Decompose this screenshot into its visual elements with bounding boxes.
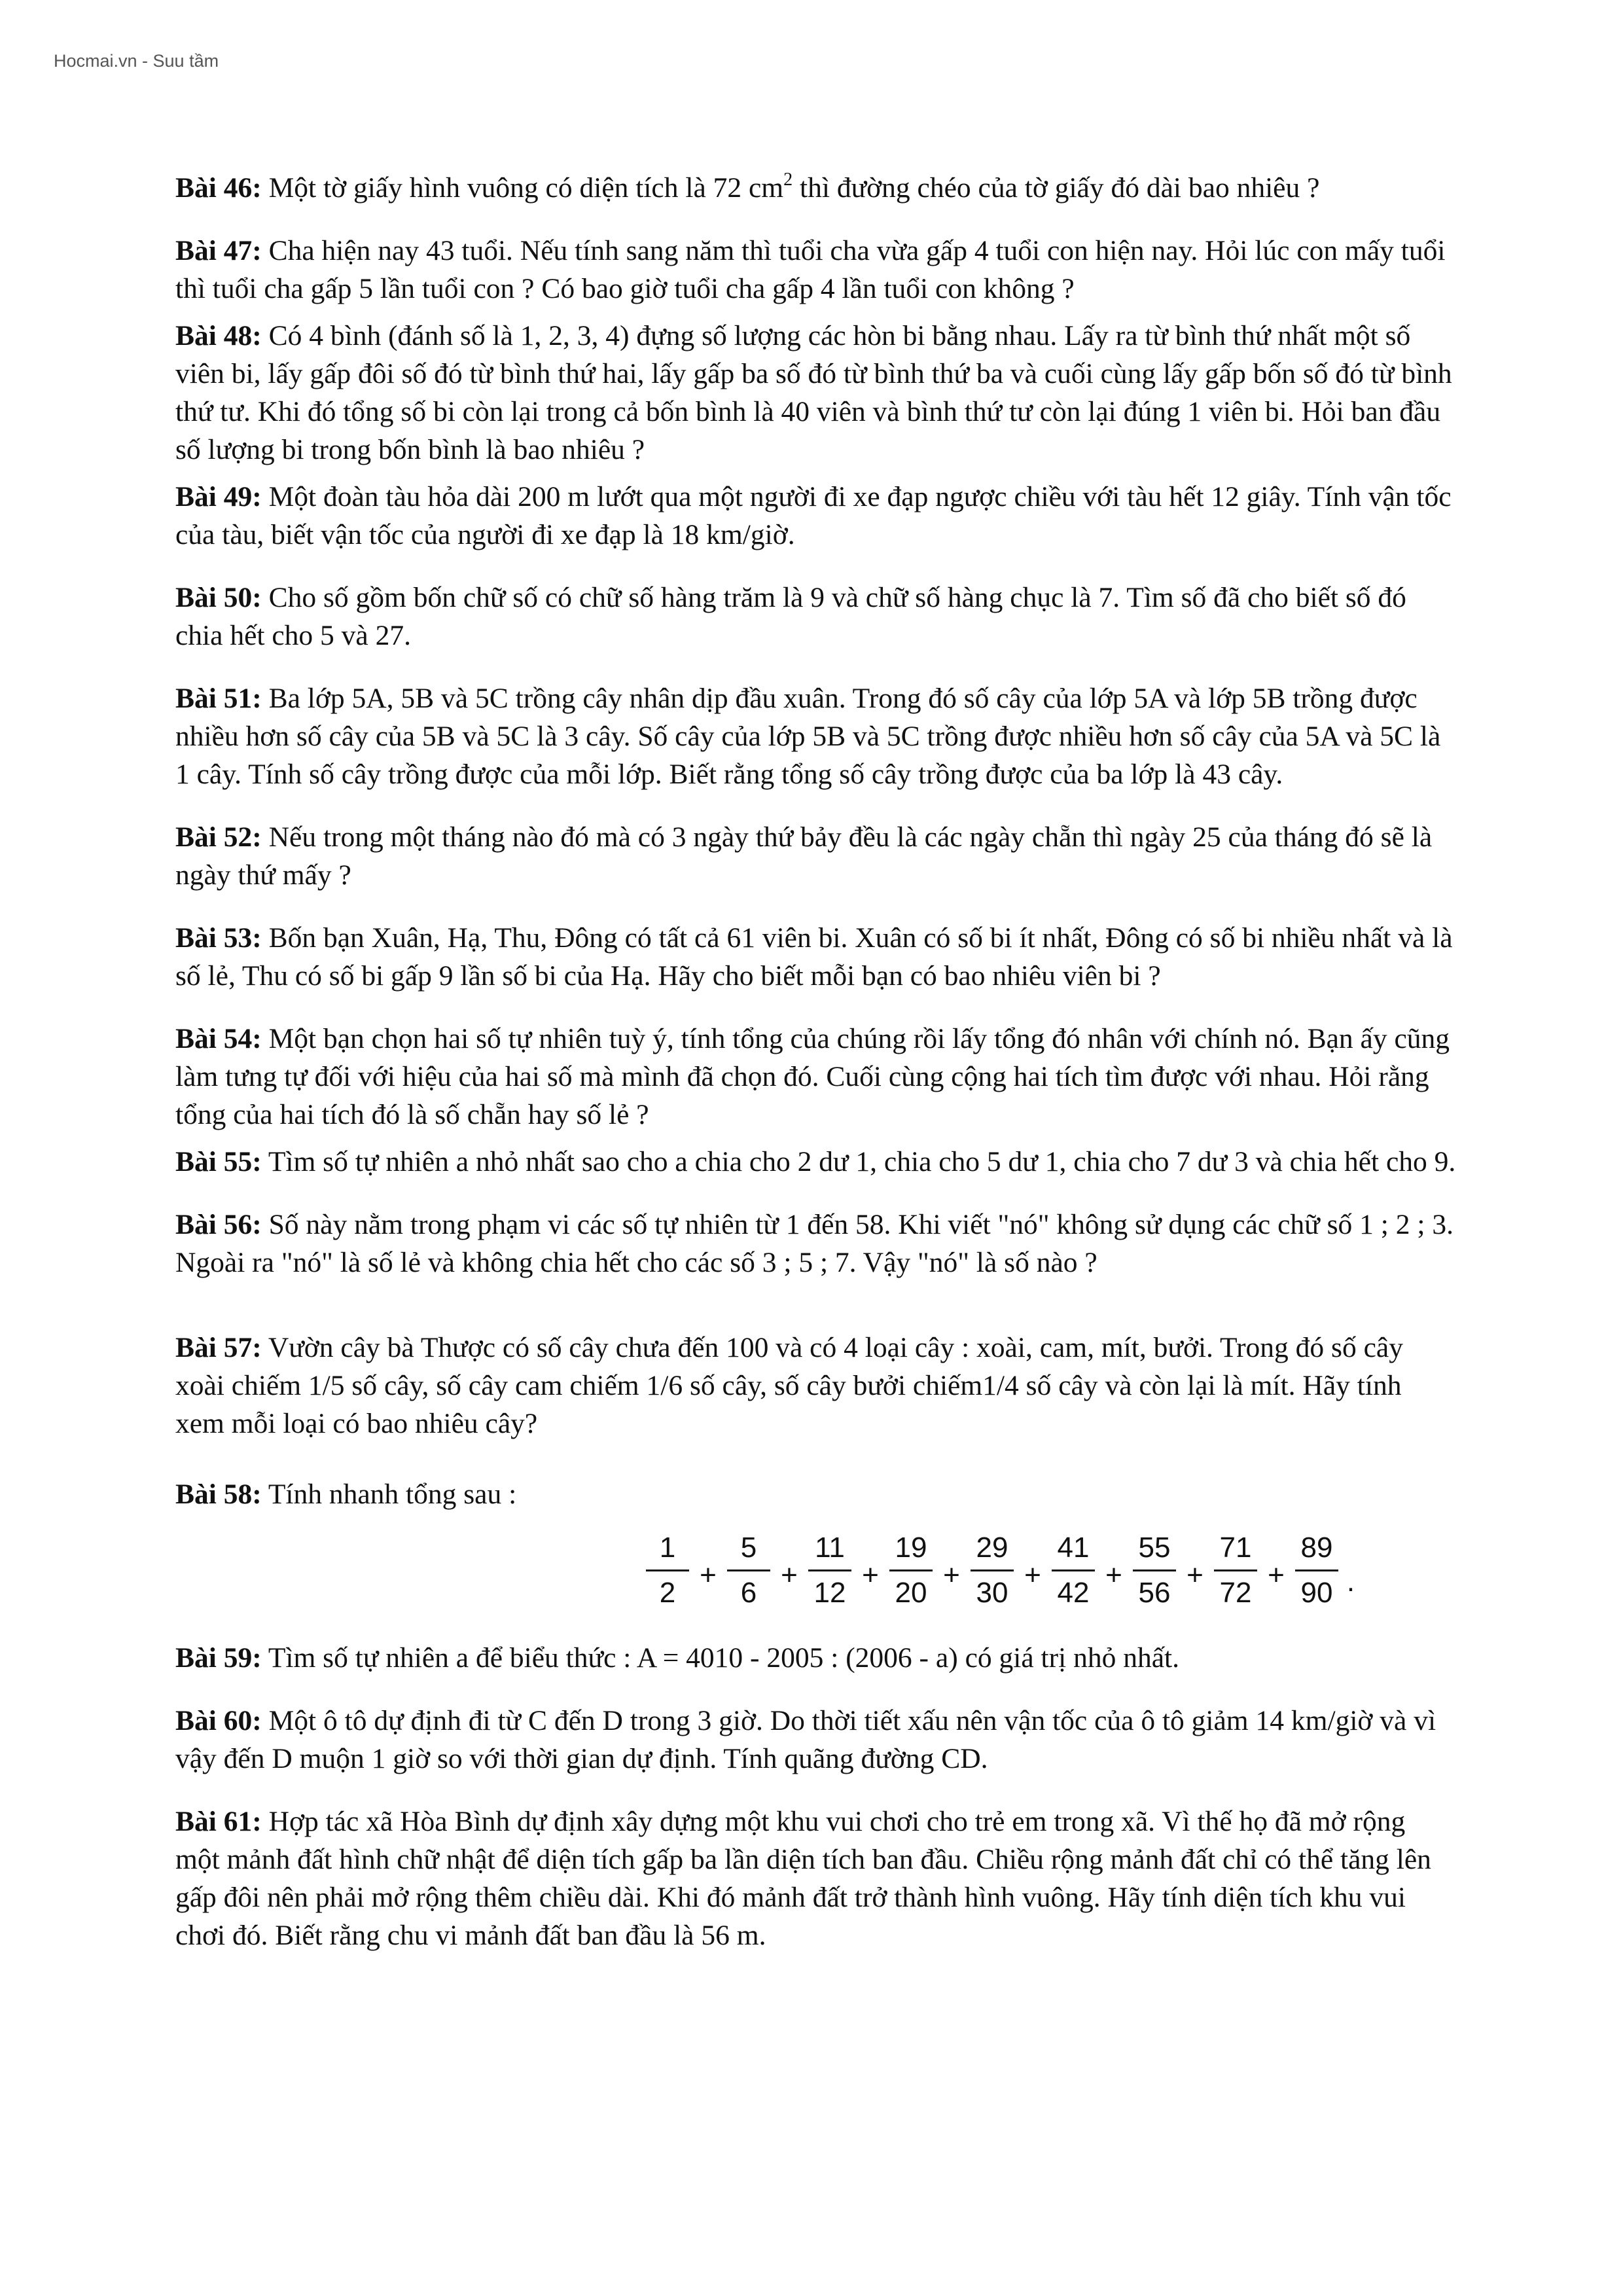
problem-50 <box>175 579 1623 655</box>
problem-line <box>175 818 1623 856</box>
fraction <box>1050 1529 1096 1612</box>
problem-line <box>175 1206 1623 1244</box>
problem-text: Có 4 bình (đánh số là 1, 2, 3, 4) đựng số lượng các hòn bi bằng nhau. Lấy ra từ bình thứ nhất một số <box>268 320 1411 351</box>
problem-label: Bài 59: <box>175 1642 262 1674</box>
problem-line <box>175 1475 1623 1513</box>
fraction-bar <box>1295 1570 1338 1571</box>
problem-line: số lượng bi trong bốn bình là bao nhiêu ? <box>175 434 645 465</box>
problem-label: Bài 52: <box>175 821 262 853</box>
problem-text: Ba lớp 5A, 5B và 5C trồng cây nhân dịp đầu xuân. Trong đó số cây của lớp 5A và lớp 5B trồng được <box>268 683 1418 714</box>
fraction-bar <box>808 1570 851 1571</box>
problem-text: Tính nhanh tổng sau : <box>268 1479 517 1510</box>
problem-line <box>175 1803 1623 1840</box>
problem-text: Một bạn chọn hai số tự nhiên tuỳ ý, tính tổng của chúng rồi lấy tổng đó nhân với chính nó. Bạn ấy cũng <box>268 1023 1450 1054</box>
problem-46 <box>175 169 1623 207</box>
plus-operator: + <box>1105 1559 1122 1591</box>
problem-51 <box>175 679 1623 793</box>
problem-59 <box>175 1639 1623 1677</box>
problem-49 <box>175 478 1623 554</box>
plus-operator: + <box>943 1559 960 1591</box>
problem-48 <box>175 317 1623 469</box>
fraction <box>807 1529 853 1612</box>
problem-line <box>175 1143 1623 1181</box>
fraction-denominator: 2 <box>659 1577 676 1609</box>
fraction-bar <box>1214 1570 1257 1571</box>
problem-list <box>175 169 1623 1954</box>
fraction <box>1213 1529 1258 1612</box>
problem-line: tổng của hai tích đó là số chẵn hay số lẻ ? <box>175 1099 649 1130</box>
fraction-sum-formula <box>645 1529 1623 1627</box>
problem-text: Hợp tác xã Hòa Bình dự định xây dựng một khu vui chơi cho trẻ em trong xã. Vì thế họ đã mở rộng <box>268 1806 1406 1837</box>
problem-label: Bài 48: <box>175 320 262 351</box>
problem-text: Cha hiện nay 43 tuổi. Nếu tính sang năm thì tuổi cha vừa gấp 4 tuổi con hiện nay. Hỏi lúc con mấy tuổi <box>268 235 1446 266</box>
problem-line: viên bi, lấy gấp đôi số đó từ bình thứ hai, lấy gấp ba số đó từ bình thứ ba và cuối cùng lấy gấp bốn số đó từ bình <box>175 358 1452 389</box>
problem-label: Bài 50: <box>175 582 262 613</box>
problem-text: thì đường chéo của tờ giấy đó dài bao nhiêu ? <box>800 172 1320 204</box>
plus-operator: + <box>1024 1559 1041 1591</box>
problem-line: chơi đó. Biết rằng chu vi mảnh đất ban đầu là 56 m. <box>175 1920 766 1951</box>
fraction <box>1132 1529 1177 1612</box>
problem-line: thì tuổi cha gấp 5 lần tuổi con ? Có bao giờ tuổi cha gấp 4 lần tuổi con không ? <box>175 273 1075 304</box>
fraction-bar <box>727 1570 770 1571</box>
problem-text: Nếu trong một tháng nào đó mà có 3 ngày thứ bảy đều là các ngày chẵn thì ngày 25 của tháng đó sẽ là <box>268 821 1433 853</box>
problem-text: Số này nằm trong phạm vi các số tự nhiên từ 1 đến 58. Khi viết "nó" không sử dụng các chữ số 1 ; 2 ; 3. <box>268 1209 1454 1240</box>
fraction <box>645 1529 690 1612</box>
problem-line: gấp đôi nên phải mở rộng thêm chiều dài. Khi đó mảnh đất trở thành hình vuông. Hãy tính diện tích khu vui <box>175 1882 1406 1913</box>
plus-operator: + <box>862 1559 879 1591</box>
plus-operator: + <box>781 1559 798 1591</box>
problem-line <box>175 1639 1623 1677</box>
fraction-bar <box>1133 1570 1176 1571</box>
problem-line: Ngoài ra "nó" là số lẻ và không chia hết cho các số 3 ; 5 ; 7. Vậy "nó" là số nào ? <box>175 1247 1097 1278</box>
fraction-numerator: 5 <box>740 1532 757 1564</box>
fraction-denominator: 42 <box>1057 1577 1090 1609</box>
fraction <box>1294 1529 1340 1612</box>
fraction <box>969 1529 1015 1612</box>
fraction <box>726 1529 772 1612</box>
problem-line: xem mỗi loại có bao nhiêu cây? <box>175 1408 538 1439</box>
problem-label: Bài 55: <box>175 1146 262 1177</box>
problem-line: của tàu, biết vận tốc của người đi xe đạp là 18 km/giờ. <box>175 519 795 550</box>
fraction-denominator: 12 <box>813 1577 846 1609</box>
problem-text: Một tờ giấy hình vuông có diện tích là 72 cm <box>268 172 784 204</box>
problem-line <box>175 478 1623 516</box>
problem-line: xoài chiếm 1/5 số cây, số cây cam chiếm 1/6 số cây, số cây bưởi chiếm1/4 số cây và còn lại là mít. Hãy tính <box>175 1370 1402 1401</box>
fraction-denominator: 90 <box>1300 1577 1333 1609</box>
superscript: 2 <box>783 170 793 190</box>
page-header-source: Hocmai.vn - Suu tầm <box>54 51 219 71</box>
problem-61 <box>175 1803 1623 1954</box>
plus-operator: + <box>700 1559 717 1591</box>
plus-operator: + <box>1186 1559 1204 1591</box>
problem-line <box>175 679 1623 717</box>
fraction-denominator: 72 <box>1219 1577 1252 1609</box>
problem-57 <box>175 1329 1623 1443</box>
formula-end-period: . <box>1346 1566 1355 1598</box>
problem-56 <box>175 1206 1623 1282</box>
problem-60 <box>175 1702 1623 1778</box>
problem-label: Bài 47: <box>175 235 262 266</box>
fraction-numerator: 41 <box>1057 1532 1090 1564</box>
problem-label: Bài 56: <box>175 1209 262 1240</box>
fraction-bar <box>646 1570 689 1571</box>
fraction-bar <box>889 1570 933 1571</box>
fraction-numerator: 29 <box>976 1532 1008 1564</box>
problem-text: Tìm số tự nhiên a nhỏ nhất sao cho a chia cho 2 dư 1, chia cho 5 dư 1, chia cho 7 dư 3 và chia hết cho 9. <box>268 1146 1456 1177</box>
problem-line <box>175 317 1623 355</box>
problem-line: số lẻ, Thu có số bi gấp 9 lần số bi của Hạ. Hãy cho biết mỗi bạn có bao nhiêu viên bi ? <box>175 960 1161 992</box>
problem-text: Tìm số tự nhiên a để biểu thức : A = 4010 - 2005 : (2006 - a) có giá trị nhỏ nhất. <box>268 1642 1179 1674</box>
fraction-denominator: 20 <box>895 1577 927 1609</box>
problem-55 <box>175 1143 1623 1181</box>
fraction-numerator: 1 <box>659 1532 676 1564</box>
problem-text: Vườn cây bà Thược có số cây chưa đến 100 và có 4 loại cây : xoài, cam, mít, bưởi. Trong đó số cây <box>268 1332 1403 1363</box>
problem-label: Bài 57: <box>175 1332 262 1363</box>
problem-54 <box>175 1020 1623 1134</box>
problem-line <box>175 1702 1623 1740</box>
fraction-bar <box>1052 1570 1095 1571</box>
problem-label: Bài 58: <box>175 1479 262 1510</box>
fraction-denominator: 56 <box>1138 1577 1171 1609</box>
problem-line <box>175 232 1623 270</box>
problem-line <box>175 1329 1623 1367</box>
problem-line <box>175 579 1623 617</box>
problem-line: làm tưng tự đối với hiệu của hai số mà mình đã chọn đó. Cuối cùng cộng hai tích tìm được với nhau. Hỏi rằng <box>175 1061 1429 1092</box>
problem-label: Bài 49: <box>175 481 262 512</box>
problem-label: Bài 53: <box>175 922 262 954</box>
problem-47 <box>175 232 1623 308</box>
problem-text: Bốn bạn Xuân, Hạ, Thu, Đông có tất cả 61 viên bi. Xuân có số bi ít nhất, Đông có số bi nhiều nhất và là <box>268 922 1453 954</box>
fraction-numerator: 55 <box>1138 1532 1171 1564</box>
problem-line: vậy đến D muộn 1 giờ so với thời gian dự định. Tính quãng đường CD. <box>175 1743 988 1774</box>
problem-52 <box>175 818 1623 894</box>
problem-text: Một đoàn tàu hỏa dài 200 m lướt qua một người đi xe đạp ngược chiều với tàu hết 12 giây. Tính vận tốc <box>268 481 1452 512</box>
problem-text: Một ô tô dự định đi từ C đến D trong 3 giờ. Do thời tiết xấu nên vận tốc của ô tô giảm 14 km/giờ và vì <box>268 1705 1436 1736</box>
problem-label: Bài 46: <box>175 172 262 204</box>
fraction <box>888 1529 934 1612</box>
fraction-numerator: 71 <box>1219 1532 1252 1564</box>
fraction-numerator: 19 <box>895 1532 927 1564</box>
fraction-bar <box>971 1570 1014 1571</box>
problem-text: Cho số gồm bốn chữ số có chữ số hàng trăm là 9 và chữ số hàng chục là 7. Tìm số đã cho biết số đó <box>268 582 1406 613</box>
problem-label: Bài 60: <box>175 1705 262 1736</box>
fraction-numerator: 11 <box>815 1532 845 1564</box>
problem-line: 1 cây. Tính số cây trồng được của mỗi lớp. Biết rằng tổng số cây trồng được của ba lớp là 43 cây. <box>175 759 1283 790</box>
problem-line: một mảnh đất hình chữ nhật để diện tích gấp ba lần diện tích ban đầu. Chiều rộng mảnh đất chỉ có thể tăng lên <box>175 1844 1431 1875</box>
problem-line: chia hết cho 5 và 27. <box>175 620 411 651</box>
fraction-denominator: 6 <box>740 1577 757 1609</box>
problem-label: Bài 61: <box>175 1806 262 1837</box>
fraction-denominator: 30 <box>976 1577 1008 1609</box>
problem-line: thứ tư. Khi đó tổng số bi còn lại trong cả bốn bình là 40 viên và bình thứ tư còn lại đúng 1 viên bi. Hỏi ban đầu <box>175 396 1441 427</box>
problem-label: Bài 54: <box>175 1023 262 1054</box>
problem-line <box>175 169 1623 207</box>
problem-58 <box>175 1475 1623 1513</box>
problem-line: ngày thứ mấy ? <box>175 859 351 891</box>
problem-line <box>175 1020 1623 1058</box>
plus-operator: + <box>1268 1559 1285 1591</box>
problem-line <box>175 919 1623 957</box>
problem-53 <box>175 919 1623 995</box>
problem-line: nhiều hơn số cây của 5B và 5C là 3 cây. Số cây của lớp 5B và 5C trồng được nhiều hơn số cây của 5A và 5C là <box>175 721 1441 752</box>
problem-label: Bài 51: <box>175 683 262 714</box>
fraction-numerator: 89 <box>1300 1532 1333 1564</box>
